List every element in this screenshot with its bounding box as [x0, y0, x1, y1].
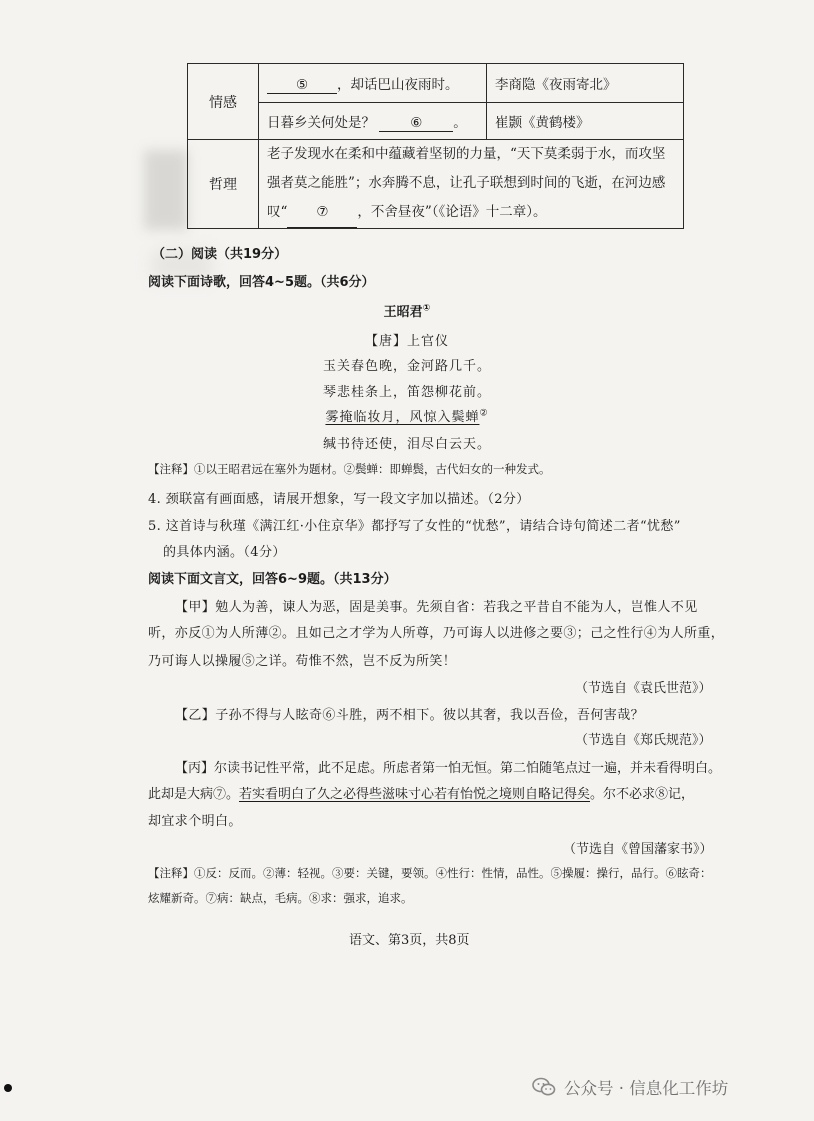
poem-intro: 阅读下面诗歌，回答4~5题。（共6分）: [148, 275, 375, 290]
scan-mark: [4, 1084, 12, 1092]
poem-title: 王昭君①: [383, 303, 431, 320]
passage-jia-source: （节选自《袁氏世范》）: [575, 681, 712, 696]
prose-note: 【注释】①反：反而。②薄：轻视。③要：关键，要领。④性行：性情，品性。⑤操履：操行，品行。⑥眩奇：: [148, 866, 712, 880]
category-cell: 哲理: [188, 140, 259, 229]
source-cell: 崔颢《黄鹤楼》: [487, 103, 684, 140]
watermark: 公众号 · 信息化工作坊: [532, 1075, 728, 1099]
passage-bing-source: （节选自《曾国藩家书》）: [563, 842, 713, 857]
passage-yi-source: （节选自《郑氏规范》）: [575, 733, 712, 748]
underlined-sentence: 若实看明白了久之必得些滋味寸心若有怡悦之境则自略记得矣: [239, 787, 591, 802]
passage-bing-line: 【丙】尔读书记性平常，此不足虑。所虑者第一怕无恒。第二怕随笔点过一遍，并未看得明白。: [175, 761, 722, 776]
table-row: [188, 64, 684, 103]
passage-bing-line: 此却是大病⑦。若实看明白了久之必得些滋味寸心若有怡悦之境则自略记得矣。尔不必求⑧记，: [148, 787, 695, 802]
question-5: 5. 这首诗与秋瑾《满江红·小住京华》都抒写了女性的“忧愁”，请结合诗句简述二者“忧愁”: [148, 519, 681, 534]
poetry-fill-table: [187, 63, 684, 229]
poem-line-3: 雾掩临妆月，风惊入鬓蝉②: [325, 408, 489, 425]
section-heading: （二）阅读（共19分）: [152, 247, 288, 262]
category-cell: 情感: [188, 64, 259, 140]
passage-jia-line: 听，亦反①为人所薄②。且如己之才学为人所尊，乃可诲人以进修之要③；己之性行④为人所重，: [148, 626, 725, 641]
question-4: 4. 颈联富有画面感，请展开想象，写一段文字加以描述。（2分）: [148, 492, 530, 507]
line-cell: 日暮乡关何处是？ ⑥ 。: [259, 103, 487, 140]
poem-line-4: 缄书待还使，泪尽白云天。: [322, 437, 491, 452]
page-footer: 语文、第3页，共8页: [349, 933, 470, 948]
prose-intro: 阅读下面文言文，回答6~9题。（共13分）: [148, 572, 397, 587]
passage-yi-line: 【乙】子孙不得与人眩奇⑥斗胜，两不相下。彼以其奢，我以吾俭，吾何害哉？: [175, 708, 645, 723]
passage-bing-line: 却宜求个明白。: [148, 814, 242, 829]
scan-smudge: [144, 150, 188, 230]
poem-line-1: 玉关春色晚，金河路几千。: [322, 359, 491, 374]
poem-note: 【注释】①以王昭君远在塞外为题材。②鬓蝉：即蝉鬓，古代妇女的一种发式。: [148, 462, 551, 476]
passage-jia-line: 【甲】勉人为善，谏人为恶，固是美事。先须自省：若我之平昔自不能为人，岂惟人不见: [175, 600, 698, 615]
question-5-cont: 的具体内涵。（4分）: [163, 545, 286, 560]
blank-6[interactable]: ⑥: [379, 115, 453, 132]
blank-7[interactable]: ⑦: [287, 198, 357, 228]
line-cell: ⑤ ，却话巴山夜雨时。: [259, 64, 487, 103]
poem-line-2: 琴悲桂条上，笛怨柳花前。: [322, 385, 491, 400]
poem-author: 【唐】上官仪: [364, 334, 449, 349]
prose-note-cont: 炫耀新奇。⑦病：缺点，毛病。⑧求：强求，追求。: [148, 891, 413, 905]
table-row: [188, 103, 684, 140]
passage-jia-line: 乃可诲人以操履⑤之详。苟惟不然，岂不反为所笑！: [148, 654, 457, 669]
blank-5[interactable]: ⑤: [267, 77, 337, 94]
source-cell: 李商隐《夜雨寄北》: [487, 64, 684, 103]
wechat-icon: [532, 1077, 556, 1097]
table-row: [188, 140, 684, 229]
philosophy-cell: 老子发现水在柔和中蕴藏着坚韧的力量，“天下莫柔弱于水，而攻坚 强者莫之能胜”；水奔腾不息，让孔子联想到时间的飞逝，在河边感 叹“ ⑦ ，不舍昼夜”（《论语》十二章）。: [259, 140, 684, 229]
